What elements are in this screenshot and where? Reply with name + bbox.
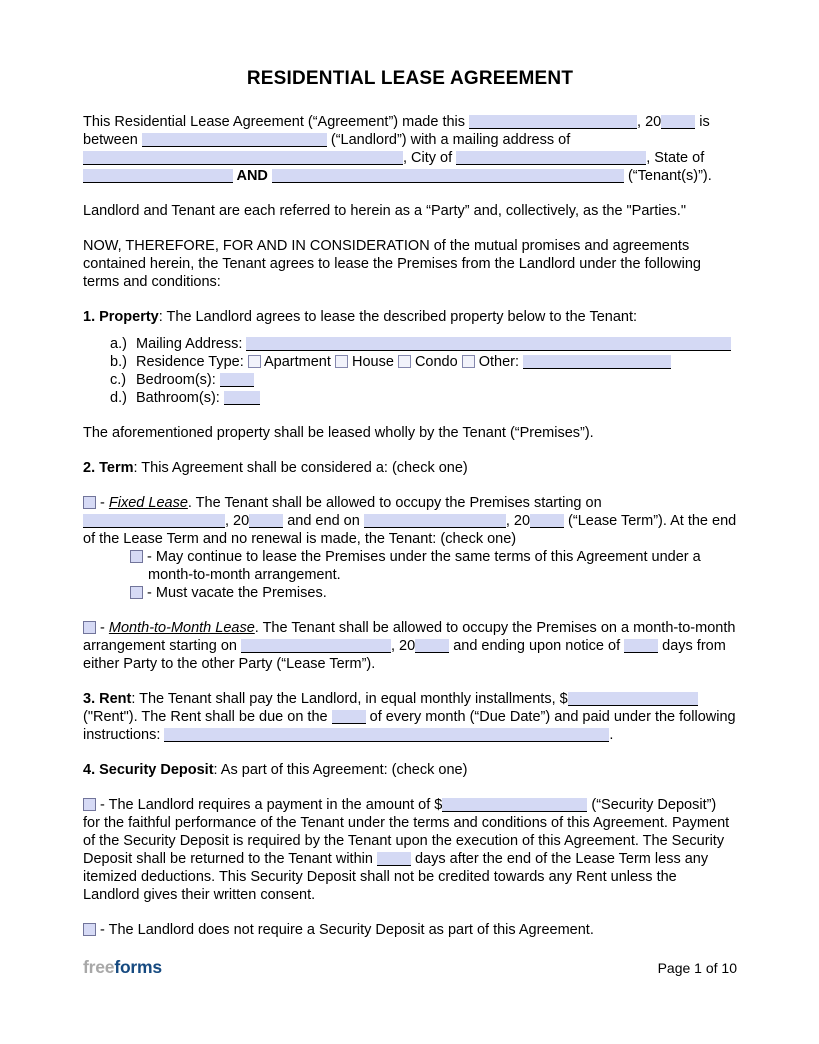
fixed-lease-name: Fixed Lease: [108, 495, 188, 511]
intro-text-7: (“Tenant(s)”).: [623, 168, 712, 184]
section-3-paragraph: [83, 690, 737, 744]
item-b-text: Residence Type:: [136, 354, 248, 370]
document-title: RESIDENTIAL LEASE AGREEMENT: [246, 68, 574, 89]
fixed-lease-text-5: (“Lease Term”). At the end of the Lease Term and no renewal is made, the Tenant: (check one): [83, 513, 737, 547]
logo-forms-part: forms: [114, 957, 162, 977]
m2m-text-2: , 20: [390, 638, 416, 654]
month-to-month-option: [83, 619, 737, 673]
section-4-heading: [83, 761, 737, 779]
bedrooms-field[interactable]: [220, 373, 254, 387]
m2m-start-year-field[interactable]: [415, 639, 449, 653]
section-1-intro: : The Landlord agrees to lease the described property below to the Tenant:: [158, 309, 638, 325]
house-checkbox[interactable]: [335, 355, 348, 368]
item-c-text: Bedroom(s):: [136, 372, 220, 388]
city-field[interactable]: [456, 151, 646, 165]
rent-due-day-field[interactable]: [332, 710, 366, 724]
property-item-b: [110, 353, 737, 371]
section-1-title: 1. Property: [83, 309, 159, 325]
item-d-label: d.): [110, 390, 127, 406]
tenant-name-field[interactable]: [272, 169, 624, 183]
deposit-text-1: - The Landlord requires a payment in the amount of $: [96, 797, 443, 813]
premises-note: The aforementioned property shall be leased wholly by the Tenant (“Premises”).: [83, 425, 594, 441]
and-label: AND: [233, 168, 272, 184]
fixed-lease-text-1: . The Tenant shall be allowed to occupy the Premises starting on: [187, 495, 602, 511]
section-4-title: 4. Security Deposit: [83, 762, 214, 778]
deposit-required-option: [83, 796, 737, 904]
page-footer: [83, 958, 737, 977]
fixed-end-date-field[interactable]: [364, 514, 506, 528]
m2m-notice-days-field[interactable]: [624, 639, 658, 653]
rent-text-4: .: [609, 727, 614, 743]
agreement-date-field[interactable]: [469, 115, 637, 129]
m2m-dash: -: [96, 620, 109, 636]
fixed-lease-dash: -: [96, 495, 109, 511]
item-d-text: Bathroom(s):: [136, 390, 224, 406]
rent-text-1: : The Tenant shall pay the Landlord, in equal monthly installments, $: [131, 691, 568, 707]
no-deposit-option: [83, 921, 737, 939]
continue-lease-checkbox[interactable]: [130, 550, 143, 563]
continue-lease-option: [130, 548, 737, 584]
logo-free-part: free: [83, 957, 115, 977]
page-number: Page 1 of 10: [657, 960, 737, 976]
fixed-lease-text-3: and end on: [283, 513, 364, 529]
section-2-title: 2. Term: [83, 460, 134, 476]
vacate-option: [130, 584, 737, 602]
property-item-c: [110, 371, 737, 389]
deposit-text-2: (“Security Deposit”) for the faithful performance of the Tenant under the terms and conditions of this Agreement. Payment of the Security Deposit is required by the Tenant upon the execution of this Agreement. The Security Deposit shall be returned to the Tenant within: [83, 797, 730, 867]
parties-clause: Landlord and Tenant are each referred to herein as a “Party” and, collectively, as the "Parties.": [83, 203, 686, 219]
continue-lease-text: - May continue to lease the Premises under the same terms of this Agreement under a month-to-month arrangement.: [143, 549, 701, 583]
other-label: Other:: [474, 354, 524, 370]
bathrooms-field[interactable]: [224, 391, 260, 405]
deposit-text-3: days after the end of the Lease Term less any itemized deductions. This Security Deposit shall not be credited towards any Rent unless the Landlord gives their written consent.: [83, 851, 709, 903]
condo-label: Condo: [410, 354, 462, 370]
house-label: House: [347, 354, 398, 370]
property-mailing-address-field[interactable]: [246, 337, 731, 351]
fixed-lease-option: [83, 494, 737, 548]
freeforms-logo: [83, 958, 162, 976]
property-item-a: [110, 335, 737, 353]
m2m-text-4: days from either Party to the other Party (“Lease Term”).: [83, 638, 726, 672]
m2m-name: Month-to-Month Lease: [108, 620, 255, 636]
apartment-label: Apartment: [260, 354, 335, 370]
property-list: [83, 335, 737, 407]
residence-other-field[interactable]: [523, 355, 671, 369]
agreement-year-field[interactable]: [661, 115, 695, 129]
month-to-month-checkbox[interactable]: [83, 621, 96, 634]
state-field[interactable]: [83, 169, 233, 183]
deposit-return-days-field[interactable]: [377, 852, 411, 866]
vacate-text: - Must vacate the Premises.: [143, 585, 327, 601]
vacate-checkbox[interactable]: [130, 586, 143, 599]
intro-text-2: , 20: [637, 114, 662, 130]
consideration-clause: NOW, THEREFORE, FOR AND IN CONSIDERATION of the mutual promises and agreements contained herein, the Tenant agrees to lease the Premises from the Landlord under the following terms and conditions:: [83, 238, 701, 290]
deposit-required-checkbox[interactable]: [83, 798, 96, 811]
rent-text-3: of every month (“Due Date”) and paid under the following instructions:: [83, 709, 736, 743]
intro-paragraph: [83, 113, 737, 185]
item-a-text: Mailing Address:: [136, 336, 247, 352]
intro-text-6: , State of: [646, 150, 705, 166]
intro-text-4: (“Landlord”) with a mailing address of: [326, 132, 571, 148]
other-checkbox[interactable]: [462, 355, 475, 368]
item-c-label: c.): [110, 372, 127, 388]
landlord-name-field[interactable]: [142, 133, 327, 147]
payment-instructions-field[interactable]: [164, 728, 609, 742]
intro-text-3: is between: [83, 114, 710, 148]
fixed-lease-text-4: , 20: [505, 513, 531, 529]
condo-checkbox[interactable]: [398, 355, 411, 368]
landlord-address-field[interactable]: [83, 151, 403, 165]
section-3-title: 3. Rent: [83, 691, 132, 707]
rent-amount-field[interactable]: [568, 692, 698, 706]
no-deposit-text: - The Landlord does not require a Security Deposit as part of this Agreement.: [96, 922, 594, 938]
intro-text-1: This Residential Lease Agreement (“Agreement”) made this: [83, 114, 470, 130]
fixed-lease-checkbox[interactable]: [83, 496, 96, 509]
deposit-amount-field[interactable]: [442, 798, 587, 812]
fixed-lease-text-2: , 20: [225, 513, 250, 529]
fixed-start-date-field[interactable]: [83, 514, 225, 528]
section-4-intro: : As part of this Agreement: (check one): [213, 762, 468, 778]
no-deposit-checkbox[interactable]: [83, 923, 96, 936]
section-1-heading: [83, 308, 737, 326]
item-b-label: b.): [110, 354, 127, 370]
m2m-text-3: and ending upon notice of: [449, 638, 625, 654]
section-2-heading: [83, 459, 737, 477]
rent-text-2: ("Rent"). The Rent shall be due on the: [83, 709, 332, 725]
fixed-start-year-field[interactable]: [249, 514, 283, 528]
fixed-end-year-field[interactable]: [530, 514, 564, 528]
property-item-d: [110, 389, 737, 407]
apartment-checkbox[interactable]: [248, 355, 261, 368]
m2m-start-date-field[interactable]: [241, 639, 391, 653]
section-2-intro: : This Agreement shall be considered a: (check one): [133, 460, 468, 476]
intro-text-5: , City of: [403, 150, 457, 166]
item-a-label: a.): [110, 336, 127, 352]
m2m-text-1: . The Tenant shall be allowed to occupy the Premises on a month-to-month arrangement starting on: [83, 620, 736, 654]
